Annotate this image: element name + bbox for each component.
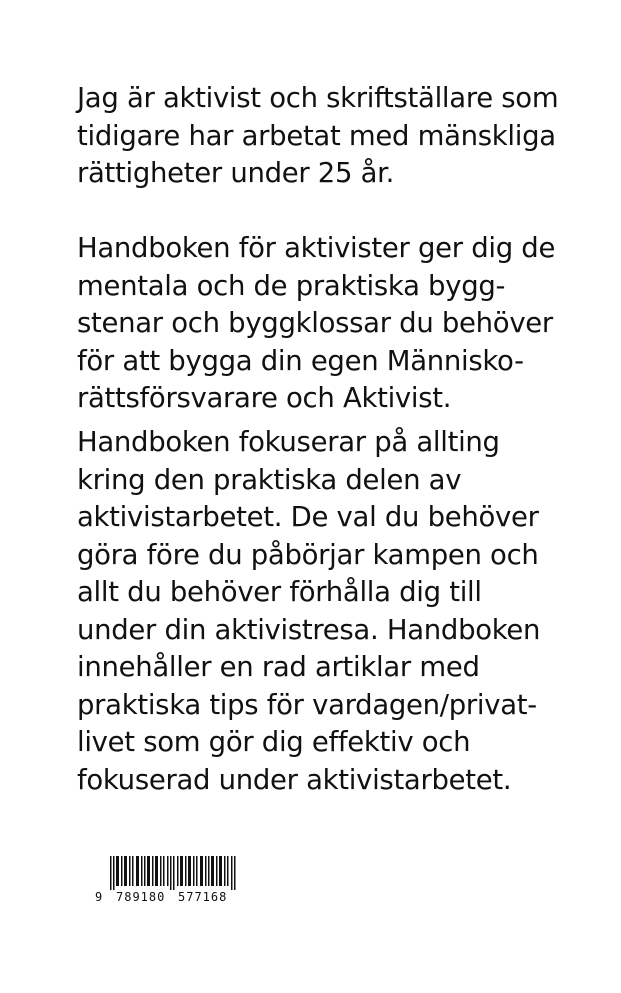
text-line: allt du behöver förhålla dig till	[77, 576, 482, 608]
text-line: livet som gör dig effektiv och	[77, 726, 471, 758]
text-line: Handboken fokuserar på allting	[77, 426, 500, 458]
text-line: under din aktivistresa. Handboken	[77, 613, 541, 646]
text-line: för att bygga din egen Människo-	[77, 344, 524, 377]
text-line: stenar och byggklossar du behöver	[77, 307, 553, 339]
text-line: rättigheter under 25 år.	[77, 157, 395, 189]
paragraph-handbook-description	[77, 230, 607, 418]
text-line: rättsförsvarare och Aktivist.	[77, 382, 452, 414]
text-line: praktiska tips för vardagen/privat-	[77, 688, 537, 721]
barcode-digits-left: 789180	[116, 890, 166, 904]
paragraph-handbook-focus	[77, 424, 607, 799]
text-line: fokuserad under aktivistarbetet.	[77, 763, 512, 796]
barcode-digits-right: 577168	[178, 890, 228, 904]
text-line: Jag är aktivist och skriftställare som	[77, 82, 559, 114]
text-line: Handboken för aktivister ger dig de	[77, 232, 556, 264]
paragraph-author-intro	[77, 80, 607, 193]
text-line: innehåller en rad artiklar med	[77, 651, 480, 683]
text-line: göra före du påbörjar kampen och	[77, 538, 539, 571]
text-line: kring den praktiska delen av	[77, 463, 462, 496]
text-line: mentala och de praktiska bygg-	[77, 269, 506, 302]
barcode-digit-prefix: 9	[95, 890, 104, 904]
text-line: tidigare har arbetat med mänskliga	[77, 119, 556, 152]
barcode-bars-icon	[95, 856, 255, 890]
text-line: aktivistarbetet. De val du behöver	[77, 501, 539, 533]
